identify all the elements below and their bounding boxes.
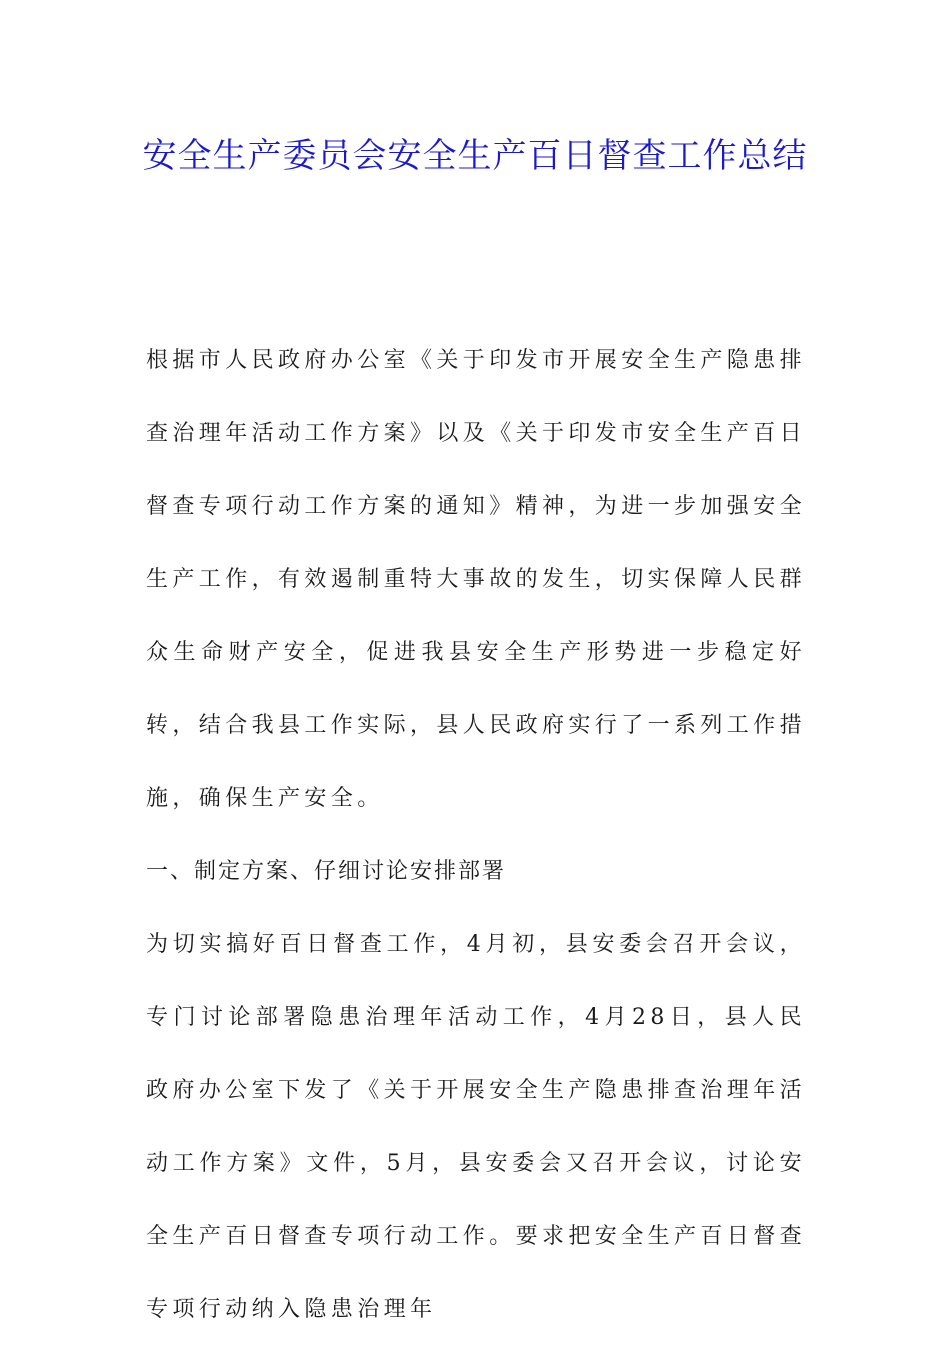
document-title: 安全生产委员会安全生产百日督查工作总结 bbox=[142, 136, 808, 176]
section-heading-1: 一、制定方案、仔细讨论安排部署 bbox=[146, 859, 507, 884]
document-body bbox=[146, 324, 806, 1346]
paragraph-intro: 根据市人民政府办公室《关于印发市开展安全生产隐患排查治理年活动工作方案》以及《关于印发市安全生产百日督查专项行动工作方案的通知》精神，为进一步加强安全生产工作，有效遏制重特大事故的发生，切实保障人民群众生命财产安全，促进我县安全生产形势进一步稳定好转，结合我县工作实际，县人民政府实行了一系列工作措施，确保生产安全。 bbox=[146, 348, 807, 811]
paragraph-section-1: 为切实搞好百日督查工作，4月初，县安委会召开会议，专门讨论部署隐患治理年活动工作，4月28日，县人民政府办公室下发了《关于开展安全生产隐患排查治理年活动工作方案》文件，5月，县安委会又召开会议，讨论安全生产百日督查专项行动工作。要求把安全生产百日督查专项行动纳入隐患治理年 bbox=[146, 932, 807, 1322]
